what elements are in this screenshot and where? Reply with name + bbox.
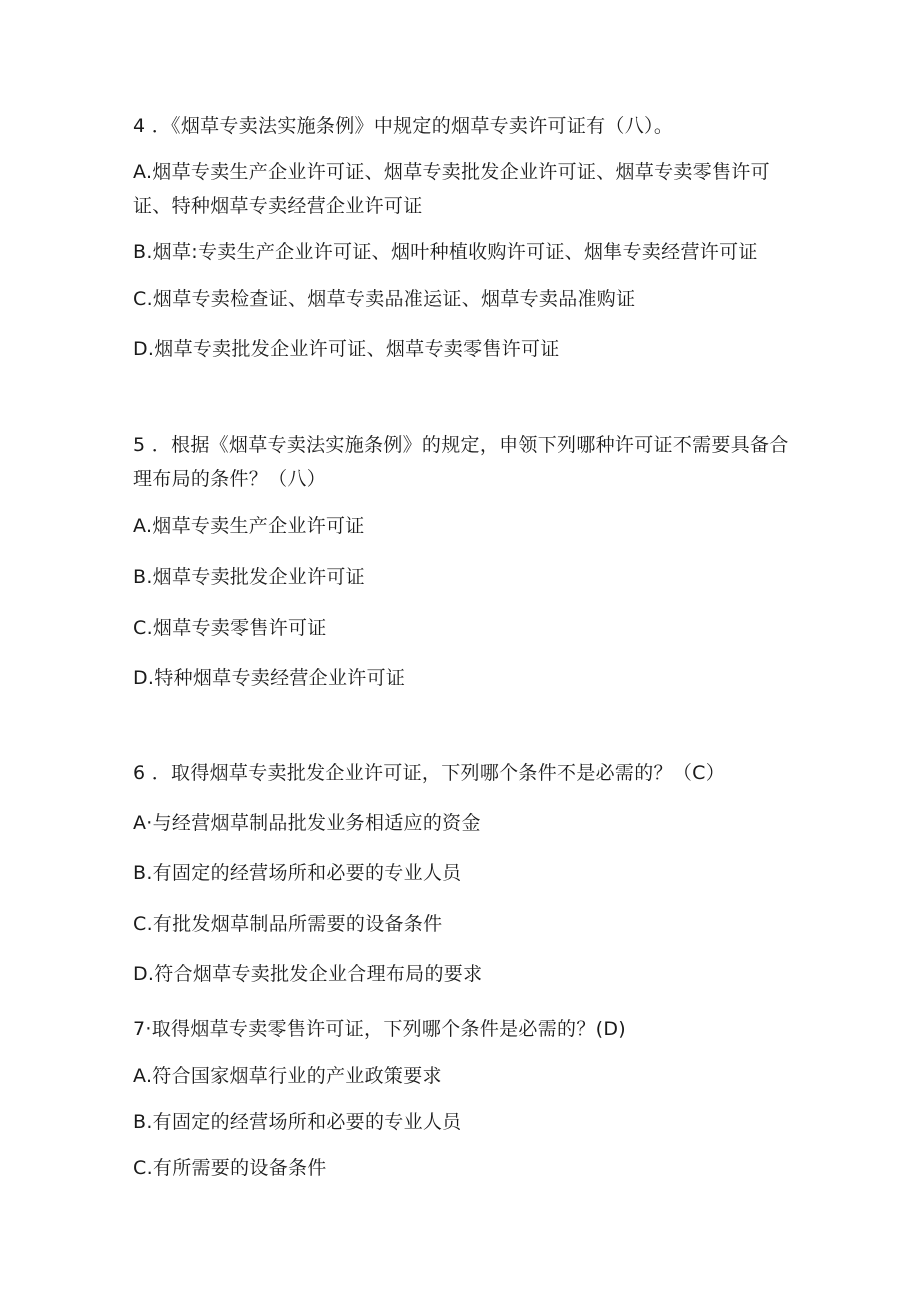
question-5-option-d: D.特种烟草专卖经营企业许可证 xyxy=(133,667,406,689)
question-4-option-a: A.烟草专卖生产企业许可证、烟草专卖批发企业许可证、烟草专卖零售许可证、特种烟草专卖经营企业许可证 xyxy=(133,161,770,217)
question-6-option-a: A·与经营烟草制品批发业务相适应的资金 xyxy=(133,812,481,834)
question-4-stem: 4 ．《烟草专卖法实施条例》中规定的烟草专卖许可证有（八）。 xyxy=(133,115,674,137)
question-5-stem: 5 ．根据《烟草专卖法实施条例》的规定，申领下列哪种许可证不需要具备合理布局的条件？（八） xyxy=(133,434,789,490)
question-6-option-c: C.有批发烟草制品所需要的设备条件 xyxy=(133,913,443,935)
question-7-option-c: C.有所需要的设备条件 xyxy=(133,1157,327,1179)
question-6-option-b: B.有固定的经营场所和必要的专业人员 xyxy=(133,862,462,884)
question-5-option-b: B.烟草专卖批发企业许可证 xyxy=(133,566,365,588)
question-4-option-d: D.烟草专卖批发企业许可证、烟草专卖零售许可证 xyxy=(133,338,560,360)
question-6-stem: 6 ．取得烟草专卖批发企业许可证，下列哪个条件不是必需的？（C） xyxy=(133,762,725,784)
question-7-option-a: A.符合国家烟草行业的产业政策要求 xyxy=(133,1065,442,1087)
question-6-option-d: D.符合烟草专卖批发企业合理布局的要求 xyxy=(133,963,483,985)
question-5-option-a: A.烟草专卖生产企业许可证 xyxy=(133,515,365,537)
question-4-option-c: C.烟草专卖检查证、烟草专卖品准运证、烟草专卖品准购证 xyxy=(133,288,636,310)
question-4-option-b: B.烟草:专卖生产企业许可证、烟叶种植收购许可证、烟隼专卖经营许可证 xyxy=(133,241,758,263)
question-7-stem: 7·取得烟草专卖零售许可证，下列哪个条件是必需的？(D) xyxy=(133,1018,626,1040)
question-5-option-c: C.烟草专卖零售许可证 xyxy=(133,617,327,639)
question-7-option-b: B.有固定的经营场所和必要的专业人员 xyxy=(133,1111,462,1133)
